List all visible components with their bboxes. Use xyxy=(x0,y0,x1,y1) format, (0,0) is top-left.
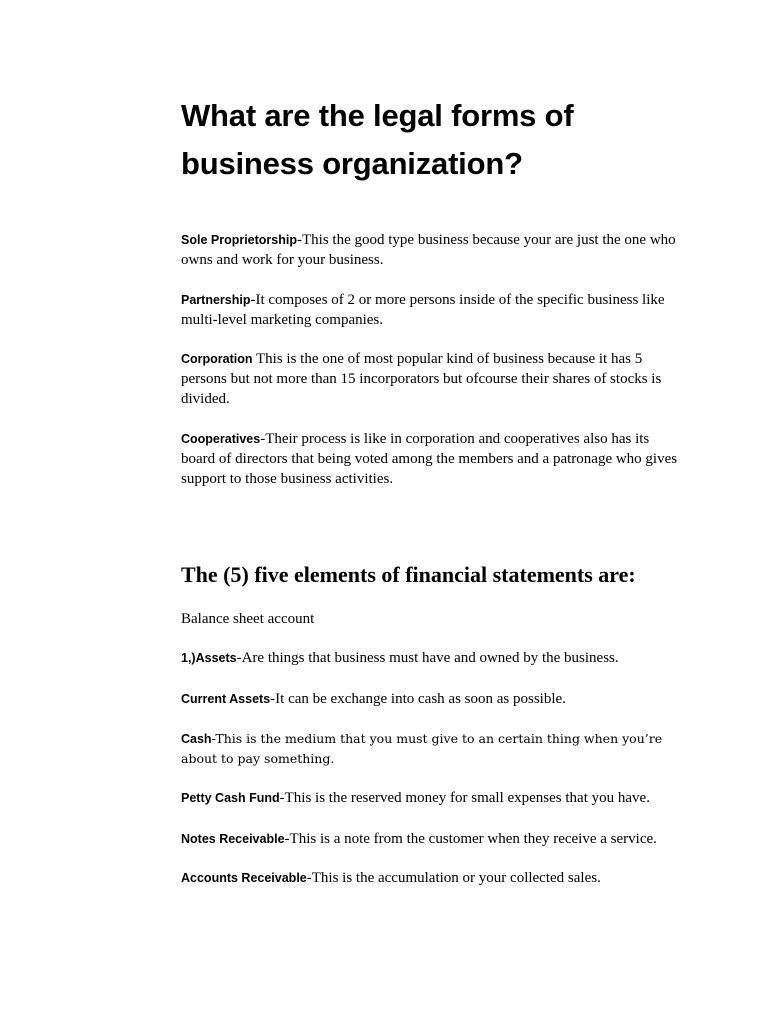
term-petty-cash-fund: Petty Cash Fund xyxy=(181,791,280,805)
term-corporation: Corporation xyxy=(181,352,253,366)
term-assets: 1,)Assets xyxy=(181,651,237,665)
paragraph-cooperatives xyxy=(181,429,681,489)
paragraph-current-assets xyxy=(181,689,681,709)
paragraph-accounts-receivable xyxy=(181,868,681,888)
term-notes-receivable: Notes Receivable xyxy=(181,832,285,846)
page-title: What are the legal forms of business organization? xyxy=(181,98,574,181)
term-cash: Cash xyxy=(181,732,212,746)
definition-current-assets: -It can be exchange into cash as soon as possible. xyxy=(270,691,566,707)
paragraph-partnership xyxy=(181,290,681,330)
term-current-assets: Current Assets xyxy=(181,692,271,706)
paragraph-assets xyxy=(181,648,681,668)
definition-sole-proprietorship: -This the good type business because your are just the one who owns and work for your business. xyxy=(181,232,676,268)
definition-corporation: This is the one of most popular kind of business because it has 5 persons but not more than 15 incorporators but ofcourse their shares of stocks is divided. xyxy=(181,351,662,407)
term-cooperatives: Cooperatives xyxy=(181,432,261,446)
definition-cooperatives: -Their process is like in corporation and cooperatives also has its board of directors that being voted among the members and a patronage who gives support to those business activities. xyxy=(181,431,678,487)
definition-partnership: -It composes of 2 or more persons inside of the specific business like multi-level marketing companies. xyxy=(181,292,665,328)
balance-sheet-label: Balance sheet account xyxy=(181,611,315,627)
document-page xyxy=(181,92,681,888)
definition-notes-receivable: -This is a note from the customer when they receive a service. xyxy=(284,831,657,847)
paragraph-notes-receivable xyxy=(181,829,681,849)
financial-statements-heading: The (5) five elements of financial statements are: xyxy=(181,562,636,587)
paragraph-corporation xyxy=(181,349,681,409)
term-accounts-receivable: Accounts Receivable xyxy=(181,871,307,885)
definition-accounts-receivable: -This is the accumulation or your collected sales. xyxy=(306,870,601,886)
term-sole-proprietorship: Sole Proprietorship xyxy=(181,233,297,247)
term-partnership: Partnership xyxy=(181,293,251,307)
definition-cash: -This is the medium that you must give to an certain thing when you’re about to pay something. xyxy=(181,731,663,766)
definition-petty-cash-fund: -This is the reserved money for small expenses that you have. xyxy=(279,790,650,806)
paragraph-cash xyxy=(181,729,681,769)
definition-assets: -Are things that business must have and owned by the business. xyxy=(236,650,619,666)
paragraph-sole-proprietorship xyxy=(181,230,681,270)
paragraph-petty-cash-fund xyxy=(181,788,681,808)
